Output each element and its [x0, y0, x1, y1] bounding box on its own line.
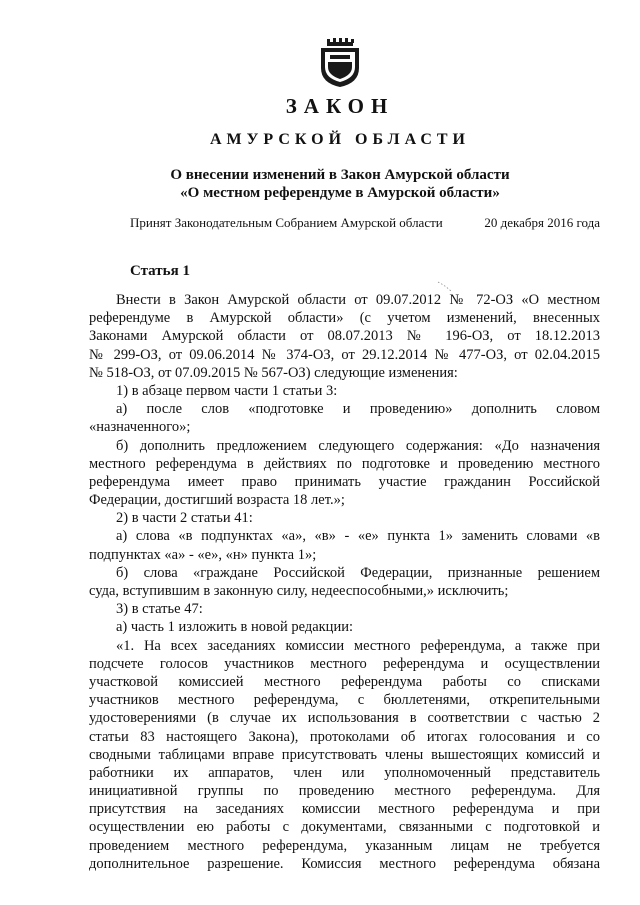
text-line: работники их аппаратов, член или уполномоченный представитель [89, 764, 600, 781]
text-line: а) после слов «подготовке и проведению» дополнить словом [116, 401, 600, 418]
region-name: АМУРСКОЙ ОБЛАСТИ [210, 131, 470, 148]
text-line: Федерации, достигший возраста 18 лет.»; [89, 492, 345, 509]
text-line: а) часть 1 изложить в новой редакции: [116, 619, 353, 636]
text-line: присутствия на заседаниях комиссии местного референдума и при [89, 801, 600, 818]
text-line: «1. На всех заседаниях комиссии местного референдума, а также при [116, 637, 600, 654]
text-line: референдуме в Амурской области» (с учетом изменений, внесенных [89, 310, 600, 327]
text-line: участковой комиссией местного референдума работы со списками [89, 673, 600, 690]
text-line: дополнительное разрешение. Комиссия местного референдума обязана [89, 855, 600, 872]
text-line: местного референдума в действиях по подготовке и проведению местного [89, 455, 600, 472]
text-line: осуществлении ею работы с документами, связанными с подготовкой и [89, 819, 600, 836]
text-line: подсчете голосов участников местного референдума и осуществлении [89, 655, 600, 672]
subtitle-line: «О местном референдуме в Амурской области» [180, 185, 500, 201]
subtitle-line: О внесении изменений в Закон Амурской области [170, 167, 510, 183]
text-line: б) слова «граждане Российской Федерации, признанные решением [116, 564, 600, 581]
coat-of-arms-icon [318, 38, 362, 88]
article-body [89, 291, 600, 873]
article-heading: Статья 1 [130, 263, 190, 279]
text-line: участников местного референдума, с бюллетенями, открепительными [89, 692, 600, 709]
text-line: 3) в статье 47: [116, 601, 203, 618]
text-line: 1) в абзаце первом части 1 статьи 3: [116, 382, 338, 399]
law-title: ЗАКОН [285, 94, 395, 118]
law-subtitle [0, 166, 640, 202]
text-line: а) слова «в подпунктах «а», «в» - «е» пункта 1» заменить словами «в [116, 528, 600, 545]
text-line: Законами Амурской области от 08.07.2013 № 196-ОЗ, от 18.12.2013 [89, 328, 600, 345]
text-line: № 518-ОЗ, от 07.09.2015 № 567-ОЗ) следующие изменения: [89, 364, 458, 381]
text-line: подпунктах «а» - «е», «н» пункта 1»; [89, 546, 317, 563]
text-line: референдума имеет право принимать участие гражданин Российской [89, 473, 600, 490]
text-line: № 299-ОЗ, от 09.06.2014 № 374-ОЗ, от 29.12.2014 № 477-ОЗ, от 02.04.2015 [89, 346, 600, 363]
text-line: сводными таблицами вправе присутствовать члены вышестоящих комиссий и [89, 746, 600, 763]
text-line: б) дополнить предложением следующего содержания: «До назначения [116, 437, 600, 454]
adoption-line [130, 214, 600, 231]
adopted-date: 20 декабря 2016 года [484, 215, 600, 230]
text-line: удостоверениями (в случае их использования в соответствии с частью 2 [89, 710, 600, 727]
text-line: проведением местного референдума, указанным лицам не требуется [89, 837, 600, 854]
text-line: «назначенного»; [89, 419, 191, 436]
text-line: Внести в Закон Амурской области от 09.07.2012 № 72-ОЗ «О местном [116, 292, 600, 308]
text-line: суда, вступившим в законную силу, недееспособными,» исключить; [89, 583, 509, 599]
text-line: статьи 83 настоящего Закона), протоколами об итогах голосования и со [89, 728, 600, 745]
text-line: инициативной группы по проведению местного референдума. Для [89, 783, 600, 800]
adopted-by: Принят Законодательным Собранием Амурской области [130, 215, 443, 230]
text-line: 2) в части 2 статьи 41: [116, 510, 253, 527]
